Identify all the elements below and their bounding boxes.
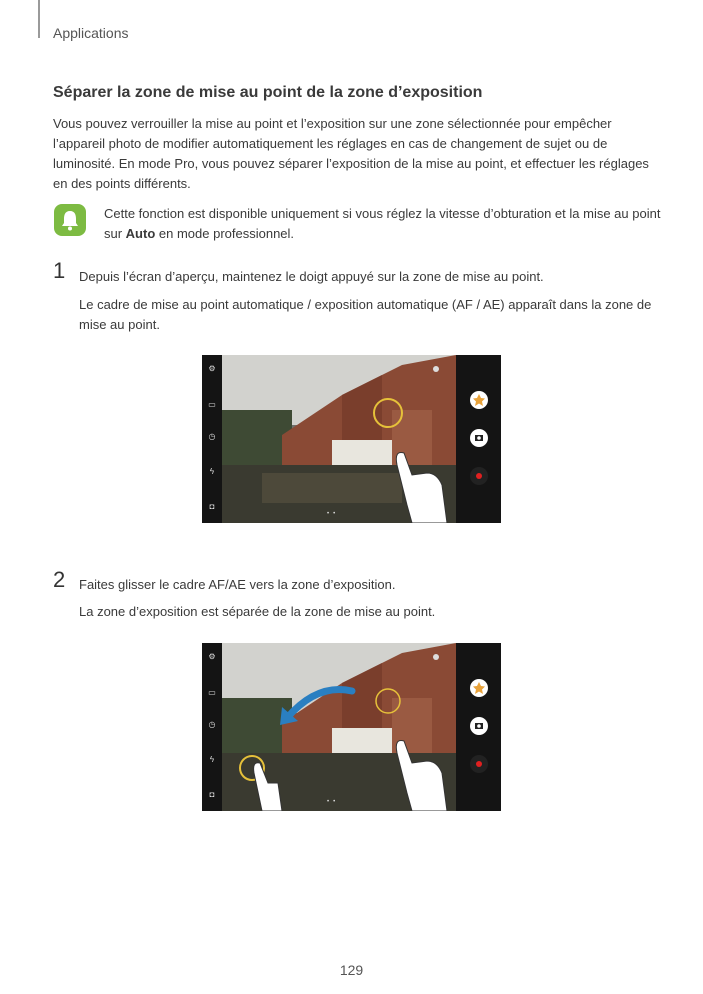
header-rule: [38, 0, 40, 38]
page-dots: ••: [327, 511, 340, 517]
intro-paragraph: Vous pouvez verrouiller la mise au point et l’exposition sur une zone sélectionnée pour empêcher l’appareil photo de modifier automatiquement les réglages en cas de changement de sujet ou de luminosité. En mode Pro, vous pouvez séparer l’exposition de la mise au point, et effectuer les réglages en des points différents.: [53, 116, 649, 191]
effects-button[interactable]: [470, 391, 488, 409]
switch-camera-icon: ◘: [209, 502, 215, 511]
settings-icon: ⚙: [208, 652, 216, 661]
capture-button[interactable]: [470, 717, 488, 735]
page-dots: ••: [327, 799, 340, 805]
canal-scene-2: [222, 643, 456, 811]
timer-icon: ◷: [208, 720, 216, 729]
settings-icon: ⚙: [208, 364, 216, 373]
step-1-number: 1: [53, 258, 66, 283]
flash-icon: ϟ: [209, 755, 215, 764]
ratio-icon: ▭: [208, 688, 216, 697]
screenshot-focus: [202, 355, 501, 523]
screenshot-exposure: [202, 643, 501, 811]
note-bold-auto: Auto: [125, 226, 156, 241]
ratio-icon: ▭: [208, 400, 216, 409]
note-bell-icon: [54, 204, 86, 236]
camera-left-bar: [202, 643, 222, 811]
canal-scene-1: [222, 355, 456, 523]
camera-right-bar: [456, 355, 501, 523]
page-number: 129: [339, 962, 364, 978]
camera-left-bar: [202, 355, 222, 523]
section-header: Applications: [53, 25, 129, 41]
note-text: Cette fonction est disponible uniquement si vous réglez la vitesse d’obturation et la mise au point sur Auto en mode professionnel.: [104, 206, 661, 241]
capture-button[interactable]: [470, 429, 488, 447]
record-button[interactable]: [470, 467, 488, 485]
record-button[interactable]: [470, 755, 488, 773]
page-title: Séparer la zone de mise au point de la zone d’exposition: [53, 84, 483, 101]
step-2-instruction: Faites glisser le cadre AF/AE vers la zone d’exposition.: [79, 577, 396, 592]
step-2-number: 2: [53, 567, 66, 592]
step-1-detail: Le cadre de mise au point automatique / exposition automatique (AF / AE) apparaît dans la zone de mise au point.: [79, 297, 652, 332]
step-1-instruction: Depuis l’écran d’aperçu, maintenez le doigt appuyé sur la zone de mise au point.: [79, 269, 544, 284]
switch-camera-icon: ◘: [209, 790, 215, 799]
flash-icon: ϟ: [209, 467, 215, 476]
timer-icon: ◷: [208, 432, 216, 441]
camera-right-bar: [456, 643, 501, 811]
step-2-detail: La zone d’exposition est séparée de la zone de mise au point.: [79, 604, 436, 619]
effects-button[interactable]: [470, 679, 488, 697]
